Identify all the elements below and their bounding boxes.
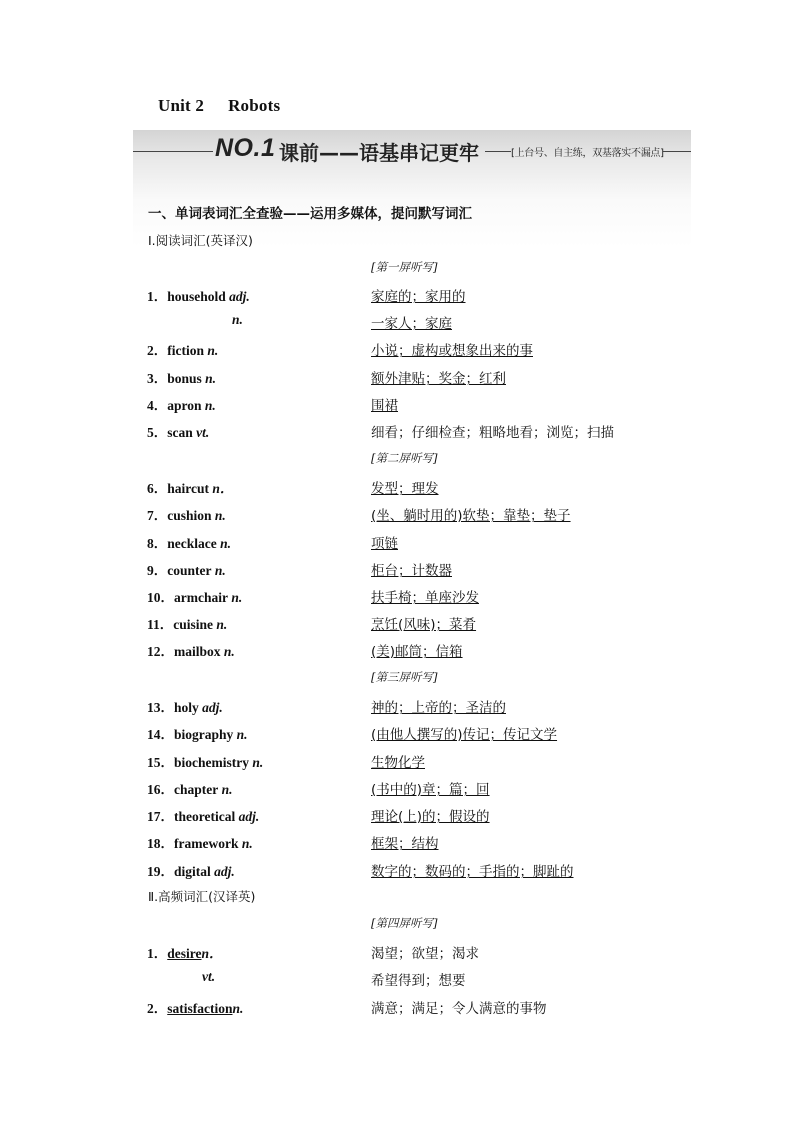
vocab-chinese: 框架；结构 [371,836,439,852]
vocab-row [0,367,794,387]
vocab-chinese: (坐、躺时用的)软垫；靠垫；垫子 [371,508,571,524]
vocab-row [0,832,794,852]
vocab-english: 14．biography n. [147,727,248,742]
vocab-row [0,559,794,579]
vocab-english: 15．biochemistry n. [147,755,264,770]
vocab-english: 12．mailbox n. [147,644,235,659]
banner-rule-mid [485,151,511,152]
vocab-english: 7．cushion n. [147,508,226,523]
vocab-chinese: 扶手椅；单座沙发 [371,590,479,606]
vocab-english: 9．counter n. [147,563,226,578]
vocab-row [0,312,794,332]
vocab-chinese: 柜台；计数器 [371,563,452,579]
unit-title [158,96,280,116]
vocab-chinese: 生物化学 [371,755,425,771]
vocab-row [0,778,794,798]
vocab-english: 2．fiction n. [147,343,219,358]
part1-heading: Ⅰ.阅读词汇(英译汉) [148,233,253,248]
vocab-english: 11．cuisine n. [147,617,228,632]
vocab-chinese: (由他人撰写的)传记；传记文学 [371,727,558,743]
vocab-english: n. [232,312,243,327]
screen-label-3: [第三屏听写] [371,670,438,684]
vocab-english: 19．digital adj. [147,864,235,879]
section-heading: 一、单词表词汇全查验——运用多媒体，提问默写词汇 [148,206,472,222]
vocab-english: vt. [202,969,216,984]
vocab-row [0,942,794,962]
vocab-chinese: 神的；上帝的；圣洁的 [371,700,506,716]
vocab-row [0,969,794,989]
screen-label-1: [第一屏听写] [371,260,438,274]
vocab-row [0,421,794,441]
vocab-english: 1．household adj. [147,289,250,304]
vocab-row [0,723,794,743]
vocab-row [0,477,794,497]
banner-rule-right [663,151,691,152]
vocab-row [0,504,794,524]
vocab-row [0,751,794,771]
vocab-chinese: 细看；仔细检查；粗略地看；浏览；扫描 [371,425,614,441]
vocab-row [0,339,794,359]
vocab-chinese: 额外津贴；奖金；红利 [371,371,506,387]
part2-heading: Ⅱ.高频词汇(汉译英) [148,889,256,904]
vocab-chinese: 发型；理发 [371,481,439,497]
vocab-chinese: 家庭的；家用的 [371,289,466,305]
vocab-row [0,285,794,305]
screen-label-4: [第四屏听写] [371,916,438,930]
vocab-english: 6．haircut n． [147,481,234,496]
vocab-english: 4．apron n. [147,398,216,413]
vocab-chinese: 烹饪(风味)；菜肴 [371,617,477,633]
banner-title: 课前——语基串记更牢 [279,141,479,165]
unit-topic: Robots [228,96,281,115]
vocab-row [0,860,794,880]
vocab-chinese: 数字的；数码的；手指的；脚趾的 [371,864,574,880]
unit-label: Unit 2 [158,96,205,115]
vocab-row [0,532,794,552]
vocab-english: 1．desiren． [147,946,223,961]
vocab-row [0,997,794,1017]
vocab-chinese: 围裙 [371,398,398,414]
vocab-chinese: 理论(上)的；假设的 [371,809,490,825]
vocab-row [0,613,794,633]
vocab-english: 8．necklace n. [147,536,232,551]
screen-label-2: [第二屏听写] [371,451,438,465]
banner-tag: [上台号、自主练，双基落实不漏点] [511,148,664,159]
vocab-row [0,394,794,414]
vocab-chinese: 小说；虚构或想象出来的事 [371,343,533,359]
vocab-chinese: (书中的)章；篇；回 [371,782,490,798]
vocab-english: 17．theoretical adj. [147,809,260,824]
vocab-english: 10．armchair n. [147,590,243,605]
vocab-english: 18．framework n. [147,836,253,851]
vocab-chinese: 项链 [371,536,398,552]
vocab-english: 2．satisfactionn. [147,1001,244,1016]
vocab-english: 3．bonus n. [147,371,217,386]
vocab-english: 16．chapter n. [147,782,233,797]
vocab-chinese: 一家人；家庭 [371,316,452,332]
vocab-row [0,696,794,716]
vocab-row [0,805,794,825]
banner-number: NO.1 [215,134,276,162]
vocab-chinese: 渴望；欲望；渴求 [371,946,479,962]
banner-rule-left [133,151,213,152]
vocab-chinese: 希望得到；想要 [371,973,466,989]
vocab-row [0,640,794,660]
vocab-chinese: 满意；满足；令人满意的事物 [371,1001,547,1017]
vocab-english: 13．holy adj. [147,700,223,715]
vocab-english: 5．scan vt. [147,425,210,440]
vocab-chinese: (美)邮筒；信箱 [371,644,463,660]
vocab-row [0,586,794,606]
